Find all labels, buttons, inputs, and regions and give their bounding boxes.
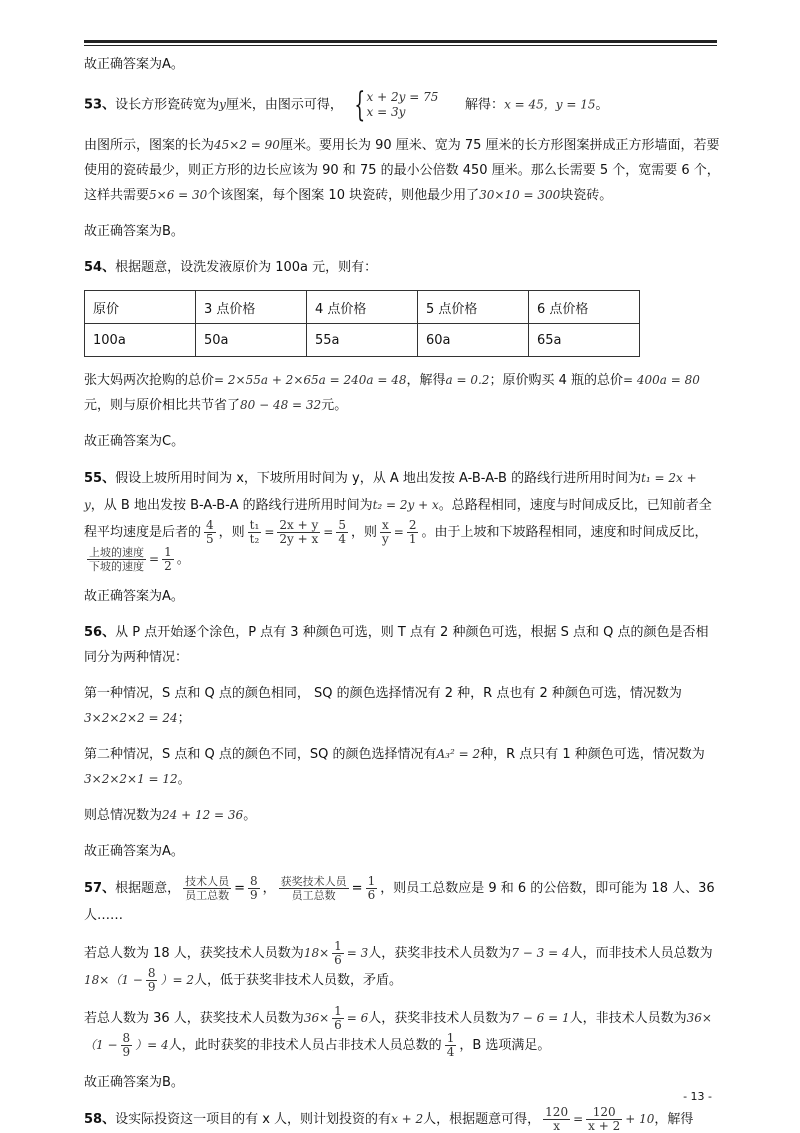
fraction-numerator: x — [381, 518, 389, 532]
q54-intro — [84, 255, 720, 280]
q57-s1-math-2: 7 − 3 = 4 — [511, 946, 570, 960]
q53-number: 53、 — [84, 97, 116, 113]
q53-math-2: 5×6 = 30 — [149, 188, 208, 202]
q54-exp-5: 元。 — [321, 398, 348, 413]
q53-period: 。 — [595, 97, 609, 113]
q57-s1-math-3b: ）= 2 — [160, 973, 194, 987]
q56-answer: 故正确答案为A。 — [84, 844, 184, 859]
fraction — [248, 875, 260, 902]
q57-case-18 — [84, 940, 720, 994]
q55-answer: 故正确答案为A。 — [84, 589, 184, 604]
fraction — [366, 875, 378, 902]
table-header-cell: 原价 — [85, 291, 196, 324]
fraction-numerator: 1 — [164, 545, 172, 559]
q57-intro: 57、根据题意， $\frac{\text{技术人员}}{\text{员工总数}}$ = $\frac{8}{9}$ ， $\frac{\text{获奖技术人员}}{\text{员工总数}}$ = $\frac{1}{6}$ ，则员工总数应是 9 和 6 的公倍数，即可能为 18 人、36 人…… — [84, 874, 715, 923]
table-cell: 50a — [196, 324, 307, 357]
fraction-numerator: 获奖技术人员 — [280, 875, 347, 888]
q53-intro — [84, 85, 720, 125]
q56-case-2 — [84, 742, 720, 792]
q57-s2-a: 若总人数为 36 人，获奖技术人员数为 — [84, 1011, 304, 1026]
q57-s2-e: ，B 选项满足。 — [459, 1038, 551, 1053]
fraction-denominator: 9 — [147, 980, 156, 994]
fraction-denominator: x — [553, 1119, 561, 1133]
q56-case-2-text-b: 种，R 点只有 1 种颜色可选，情况数为 — [480, 747, 705, 762]
fraction — [332, 940, 344, 967]
left-brace-icon: { — [354, 85, 366, 125]
q57-s2-math-1: 36× — [303, 1011, 330, 1025]
q58-text-1: 设实际投资这一项目的有 x 人，则计划投资的有 — [115, 1112, 392, 1127]
q56-math-4: 24 + 12 = 36 — [162, 808, 244, 822]
fraction-numerator: 上坡的速度 — [89, 546, 144, 559]
fraction-numerator: 2 — [408, 518, 417, 532]
fraction-numerator: 1 — [367, 874, 376, 888]
q55-number: 55、 — [84, 471, 116, 486]
q55-text-6: 。由于上坡和下坡路程相同，速度和时间成反比， — [421, 525, 708, 540]
page-number: - 13 - — [683, 1090, 712, 1103]
q57-s2-b: 人，获奖非技术人员数为 — [368, 1011, 512, 1026]
q56-total — [84, 803, 720, 828]
q58-math-2: + 10 — [625, 1112, 655, 1126]
fraction — [336, 519, 348, 546]
fraction — [586, 1106, 622, 1133]
fraction — [279, 875, 349, 902]
fraction-numerator: 8 — [122, 1031, 131, 1045]
q58-text-2: 人，根据题意可得， — [423, 1112, 541, 1127]
q57-s2-math-3a: 36×（1 − — [84, 1011, 712, 1052]
q53-explanation — [84, 133, 720, 208]
q54-math-3: = 400a = 80 — [622, 373, 700, 387]
q56-case-2-end: 。 — [177, 772, 191, 787]
fraction — [162, 546, 174, 573]
q53-exp-d: 块瓷砖。 — [560, 188, 613, 203]
q57-s2-math-1b: = 6 — [346, 1011, 369, 1025]
table-cell: 65a — [529, 324, 640, 357]
fraction — [407, 519, 419, 546]
q57-text-2: ，则员工总数应是 9 和 6 的公倍数，即可能为 18 人、36 人…… — [84, 881, 715, 923]
q55-text-7: 。 — [176, 552, 190, 567]
fraction-denominator: x + 2 — [588, 1119, 621, 1133]
equals-sign: = — [149, 552, 160, 566]
fraction — [332, 1005, 344, 1032]
q57-s2-d: 人，此时获奖的非技术人员占非技术人员总数的 — [168, 1038, 442, 1053]
fraction-denominator: 下坡的速度 — [89, 560, 144, 573]
q53-equation-system — [349, 85, 439, 125]
q53-answer: 故正确答案为B。 — [84, 224, 184, 239]
q53-text-1: 设长方形瓷砖宽为 — [115, 97, 220, 113]
q57-text-1: 根据题意， — [115, 881, 181, 896]
q53-var: y — [219, 97, 226, 112]
table-cell: 100a — [85, 324, 196, 357]
fraction — [146, 967, 158, 994]
q57-number: 57、 — [84, 881, 116, 896]
fraction — [277, 519, 320, 546]
q57-s2-math-2: 7 − 6 = 1 — [511, 1011, 570, 1025]
q54-text: 根据题意，设洗发液原价为 100a 元，则有： — [115, 260, 378, 275]
fraction-numerator: 120 — [586, 1106, 622, 1120]
q54-exp-2: ，解得 — [406, 373, 446, 388]
q57-s1-math-3a: 18×（1 − — [84, 973, 143, 987]
fraction-denominator: 9 — [122, 1045, 131, 1059]
q56-case-1-end: ； — [177, 711, 191, 726]
q58-math-1: x + 2 — [391, 1112, 424, 1126]
q54-explanation — [84, 368, 720, 418]
fraction-denominator: 9 — [250, 888, 258, 902]
q55-math-2: t₂ = 2y + x — [372, 498, 439, 512]
q56-math-1: 3×2×2×2 = 24 — [84, 711, 178, 725]
q53-solution: x = 45，y = 15 — [504, 97, 596, 112]
fraction — [248, 519, 262, 546]
q58-intro — [84, 1106, 720, 1133]
q53-math-3: 30×10 = 300 — [479, 188, 561, 202]
fraction-numerator: 8 — [147, 966, 156, 980]
table-cell: 55a — [307, 324, 418, 357]
header-rule-thin — [84, 45, 717, 46]
fraction — [183, 875, 231, 902]
q53-eq1: x + 2y = 75 — [366, 90, 439, 104]
q55-text-5: ，则 — [350, 525, 377, 540]
q54-math-1: = 2×55a + 2×65a = 240a = 48 — [214, 373, 407, 387]
q54-answer: 故正确答案为C。 — [84, 434, 185, 449]
equals-sign: = — [323, 525, 334, 539]
fraction — [87, 546, 146, 573]
q57-s1-a: 若总人数为 18 人，获奖技术人员数为 — [84, 946, 304, 961]
fraction — [121, 1032, 133, 1059]
table-header-cell: 6 点价格 — [529, 291, 640, 324]
q56-intro — [84, 620, 720, 670]
q57-s1-math-1: 18× — [303, 946, 330, 960]
q56-case-2-text: 第二种情况，S 点和 Q 点的颜色不同，SQ 的颜色选择情况有 — [84, 747, 437, 762]
q53-exp-a: 由图所示，图案的长为 — [84, 138, 215, 153]
q58-number: 58、 — [84, 1112, 116, 1127]
q56-total-text: 则总情况数为 — [84, 808, 163, 823]
q57-s2-c: 人，非技术人员数为 — [569, 1011, 687, 1026]
fraction-numerator: 1 — [446, 1031, 455, 1045]
fraction-denominator: 1 — [408, 532, 417, 546]
q54-exp-4: 元，则与原价相比共节省了 — [84, 398, 241, 413]
q57-s1-math-1b: = 3 — [346, 946, 369, 960]
q56-math-3: 3×2×2×1 = 12 — [84, 772, 178, 786]
fraction-denominator: 4 — [446, 1045, 455, 1059]
table-cell: 60a — [418, 324, 529, 357]
q53-exp-c: 个该图案，每个图案 10 块瓷砖，则他最少用了 — [207, 188, 480, 203]
fraction-denominator: 5 — [206, 532, 214, 546]
fraction-numerator: 技术人员 — [185, 875, 230, 888]
fraction-denominator: 4 — [338, 532, 346, 546]
fraction-denominator: 2 — [164, 559, 172, 573]
q57-s1-c: 人，而非技术人员总数为 — [569, 946, 713, 961]
document-body — [84, 52, 720, 1133]
q54-exp-3: ；原价购买 4 瓶的总价 — [489, 373, 623, 388]
fraction-numerator: 4 — [206, 518, 214, 532]
q57-s1-b: 人，获奖非技术人员数为 — [368, 946, 512, 961]
q56-case-1-text: 第一种情况，S 点和 Q 点的颜色相同， SQ 的颜色选择情况有 2 种，R 点也有 2 种颜色可选，情况数为 — [84, 686, 682, 701]
q57-s2-math-3b: ）= 4 — [135, 1038, 169, 1052]
fraction-numerator: 2x + y — [279, 518, 319, 532]
q55-explanation — [84, 465, 720, 573]
equals-sign: = — [264, 525, 275, 539]
table-row — [85, 324, 640, 357]
q53-eq2: x = 3y — [366, 105, 406, 119]
q53-math-1: 45×2 = 90 — [214, 138, 280, 152]
fraction-denominator: t₂ — [249, 532, 260, 546]
q56-text: 从 P 点开始逐个涂色，P 点有 3 种颜色可选，则 T 点有 2 种颜色可选，根据 S 点和 Q 点的颜色是否相同分为两种情况： — [84, 625, 709, 665]
q54-exp-1: 张大妈两次抢购的总价 — [84, 373, 215, 388]
fraction-denominator: y — [381, 532, 389, 546]
table-header-cell: 3 点价格 — [196, 291, 307, 324]
fraction-numerator: 1 — [334, 1004, 342, 1018]
equals-sign: = — [573, 1112, 584, 1126]
equals-sign: = — [393, 525, 404, 539]
header-rule-thick — [84, 40, 717, 43]
q56-math-2: A₃² = 2 — [436, 747, 481, 761]
q55-text-1: 假设上坡所用时间为 x，下坡所用时间为 y，从 A 地出发按 A-B-A-B 的路线行进所用时间为 — [115, 471, 642, 486]
fraction-denominator: 2y + x — [279, 532, 319, 546]
fraction-denominator: 员工总数 — [291, 889, 336, 902]
q56-total-end: 。 — [243, 808, 257, 823]
q56-number: 56、 — [84, 625, 116, 640]
q56-case-1 — [84, 681, 720, 731]
fraction-numerator: t₁ — [249, 518, 260, 532]
q55-math-1: t₁ = 2x + y — [84, 471, 697, 512]
q55-text-3: 。总路程相同，速度与时间成反比，已知前者全程平均速度是后者的 — [84, 498, 712, 540]
q54-math-2: a = 0.2 — [445, 373, 490, 387]
fraction-denominator: 6 — [334, 953, 342, 967]
fraction-numerator: 1 — [334, 939, 342, 953]
price-table — [84, 290, 640, 357]
q57-answer: 故正确答案为B。 — [84, 1075, 184, 1090]
table-header-cell: 5 点价格 — [418, 291, 529, 324]
q57-case-36 — [84, 1005, 720, 1059]
q54-math-4: 80 − 48 = 32 — [240, 398, 322, 412]
q55-text-2: ，从 B 地出发按 B-A-B-A 的路线行进所用时间为 — [90, 498, 373, 513]
q54-number: 54、 — [84, 260, 116, 275]
fraction-denominator: 员工总数 — [185, 889, 230, 902]
fraction-denominator: 6 — [334, 1018, 342, 1032]
table-header-cell: 4 点价格 — [307, 291, 418, 324]
fraction — [204, 519, 216, 546]
fraction-denominator: 6 — [367, 888, 376, 902]
q52-answer: 故正确答案为A。 — [84, 57, 184, 72]
q58-text-3: ，解得 — [654, 1112, 694, 1127]
fraction — [380, 519, 391, 546]
fraction — [543, 1106, 570, 1133]
q57-s1-d: 人，低于获奖非技术人员数，矛盾。 — [194, 973, 403, 988]
table-header-row — [85, 291, 640, 324]
q53-exp-b: 厘米。要用长为 90 厘米、宽为 75 厘米的长方形图案拼成正方形墙面，若要使用的瓷砖最少，则正方形的边长应该为 90 和 75 的最小公倍数 450 厘米。那么长需要 5 个，宽需要 6 个，这样共需要 — [84, 138, 720, 203]
q53-solve-label: 解得： — [465, 97, 505, 113]
fraction-numerator: 120 — [545, 1105, 569, 1119]
q55-text-4: ，则 — [218, 525, 245, 540]
fraction-numerator: 8 — [250, 874, 258, 888]
fraction — [445, 1032, 457, 1059]
fraction-numerator: 5 — [338, 518, 346, 532]
q53-text-2: 厘米，由图示可得， — [225, 97, 343, 113]
